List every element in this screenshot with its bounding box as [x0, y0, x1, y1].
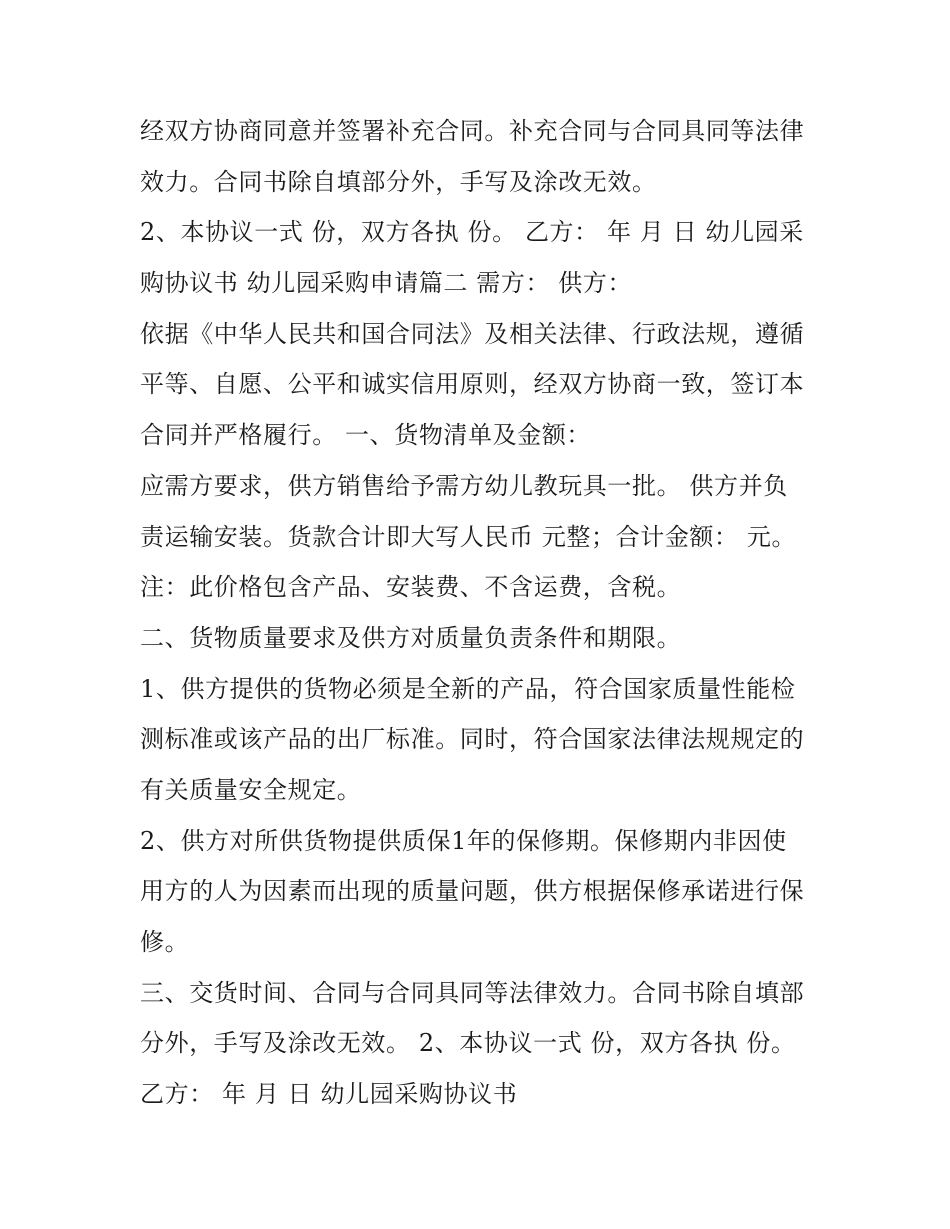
- document-body: [140, 106, 830, 1120]
- text-line: 2、供方对所供货物提供质保1年的保修期。保修期内非因使: [140, 826, 787, 855]
- text-line: 经双方协商同意并签署补充合同。补充合同与合同具同等法律: [140, 117, 805, 145]
- text-line: 注：此价格包含产品、安装费、不含运费，含税。: [140, 573, 682, 602]
- text-line: 三、交货时间、合同与合同具同等法律效力。合同书除自填部: [140, 978, 805, 1007]
- text-line: 1、供方提供的货物必须是全新的产品，符合国家质量性能检: [140, 674, 796, 703]
- text-line: 应需方要求，供方销售给予需方幼儿教玩具一批。 供方并负: [140, 471, 788, 500]
- text-line: 合同并严格履行。 一、货物清单及金额：: [140, 421, 592, 450]
- text-line: 效力。合同书除自填部分外，手写及涂改无效。: [140, 167, 657, 196]
- text-line: 修。: [140, 928, 190, 956]
- text-line: 用方的人为因素而出现的质量问题，供方根据保修承诺进行保: [140, 877, 805, 906]
- text-line: 乙方： 年 月 日 幼儿园采购协议书: [140, 1080, 518, 1109]
- text-line: 平等、自愿、公平和诚实信用原则，经双方协商一致，签订本: [140, 370, 805, 399]
- text-line: 购协议书 幼儿园采购申请篇二 需方： 供方：: [140, 269, 633, 298]
- text-line: 依据《中华人民共和国合同法》及相关法律、行政法规，遵循: [140, 319, 805, 348]
- text-line: 测标准或该产品的出厂标准。同时，符合国家法律法规规定的: [140, 725, 805, 754]
- text-line: 分外，手写及涂改无效。 2、本协议一式 份，双方各执 份。: [140, 1029, 796, 1058]
- text-line: 责运输安装。货款合计即大写人民币 元整；合计金额： 元。: [140, 522, 797, 551]
- text-line: 二、货物质量要求及供方对质量负责条件和期限。: [140, 623, 682, 652]
- text-line: 有关质量安全规定。: [140, 775, 362, 804]
- text-line: 2、本协议一式 份，双方各执 份。 乙方： 年 月 日 幼儿园采: [140, 218, 804, 247]
